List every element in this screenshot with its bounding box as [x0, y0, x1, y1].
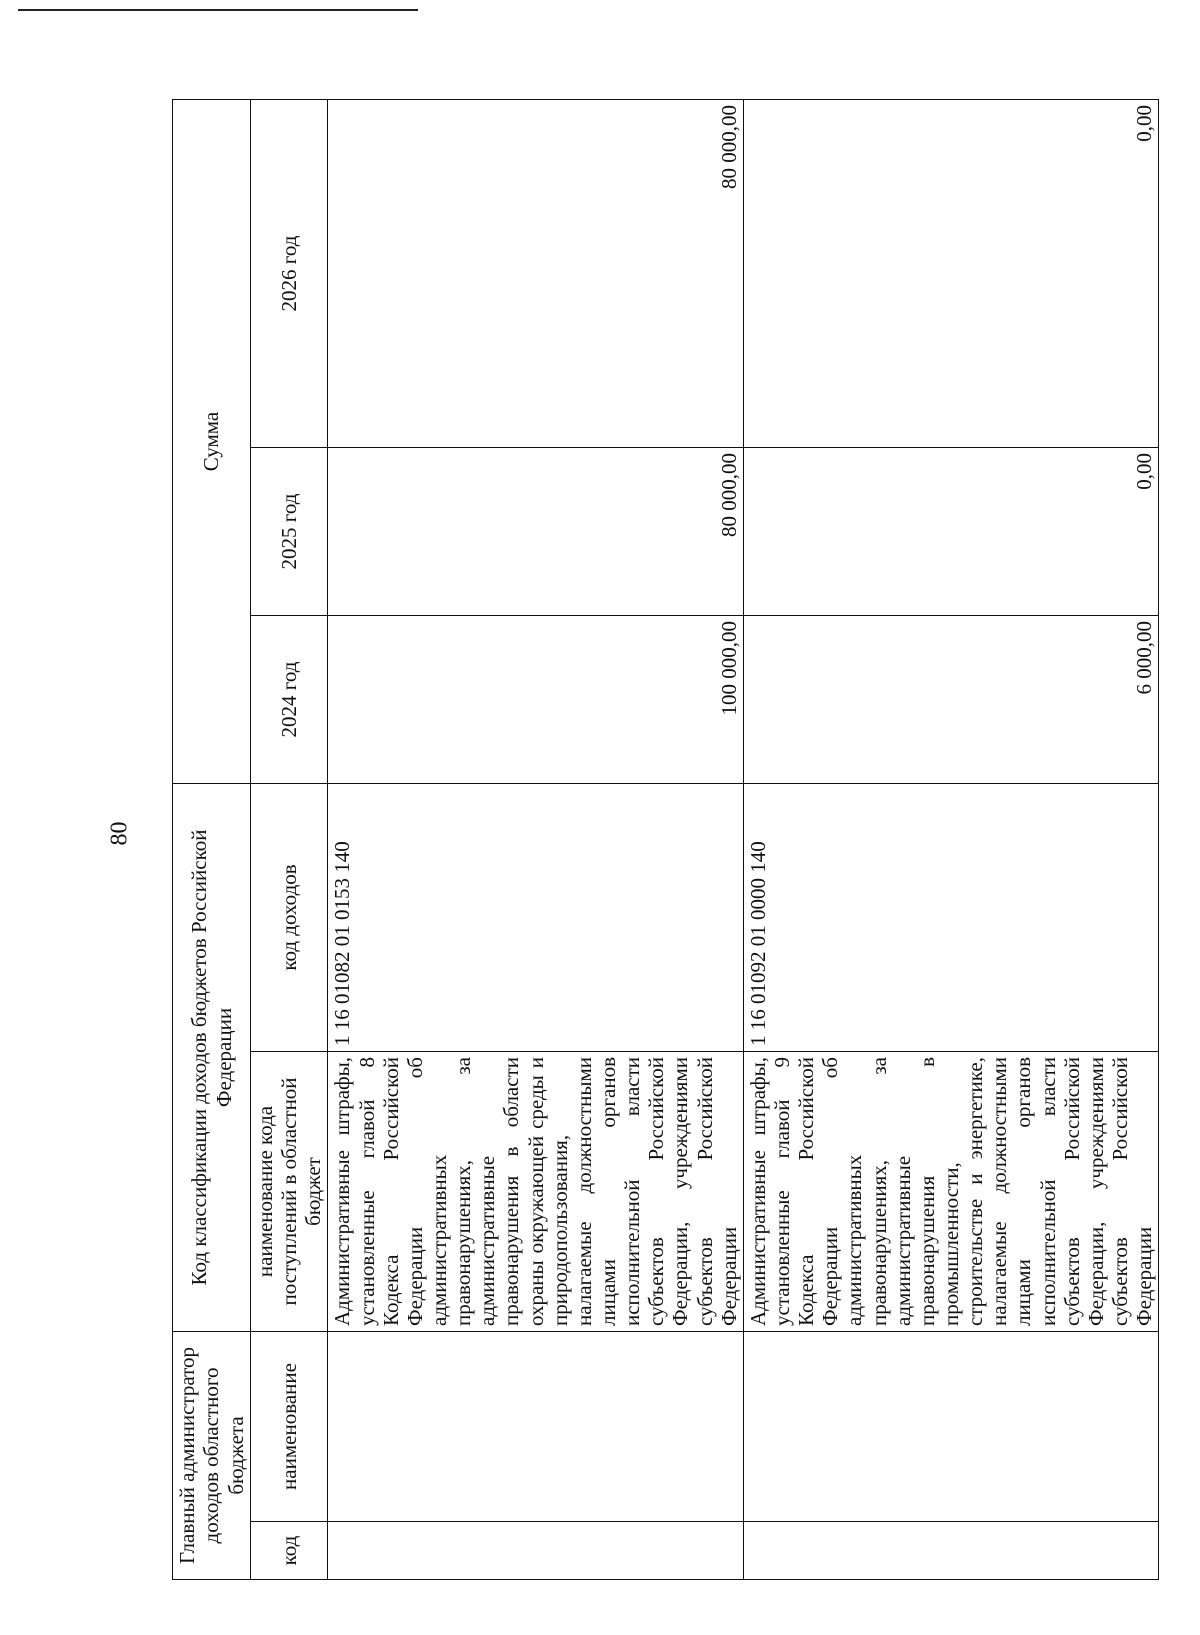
cell-income-code: 1 16 01092 01 0000 140 [743, 783, 1158, 1051]
cell-income-name: Административные штрафы, установленные главой 8 Кодекса Российской Федерации об административных правонарушениях, за административные правонарушения в области охраны окружающей среды и природопользования, налагаемые должностными лицами органов исполнительной власти субъектов Российской Федерации, учреждениями субъектов Российской Федерации [328, 1052, 743, 1332]
table-row [743, 99, 1158, 1579]
scan-artifact-line [18, 9, 418, 11]
header-sum-group: Сумма [173, 99, 251, 783]
header-classification-group: Код классификации доходов бюджетов Российской Федерации [173, 783, 251, 1331]
cell-sum-2024: 6 000,00 [743, 615, 1158, 783]
header-classification-name: наименование кода поступлений в областной бюджет [251, 1052, 328, 1332]
header-year-2026: 2026 год [251, 99, 328, 447]
header-admin-name: наименование [251, 1332, 328, 1522]
cell-sum-2024: 100 000,00 [328, 615, 743, 783]
header-year-2024: 2024 год [251, 615, 328, 783]
header-admin-group: Главный администратор доходов областного бюджета [173, 1332, 251, 1580]
rotated-table-page [172, 100, 1157, 1580]
header-year-2025: 2025 год [251, 447, 328, 615]
cell-admin-code [328, 1522, 743, 1580]
cell-sum-2026: 0,00 [743, 99, 1158, 447]
cell-sum-2025: 80 000,00 [328, 447, 743, 615]
header-classification-code: код доходов [251, 783, 328, 1051]
header-admin-code: код [251, 1522, 328, 1580]
revenue-table [172, 99, 1159, 1580]
cell-admin-name [328, 1332, 743, 1522]
cell-income-code: 1 16 01082 01 0153 140 [328, 783, 743, 1051]
cell-sum-2025: 0,00 [743, 447, 1158, 615]
cell-admin-code [743, 1522, 1158, 1580]
table-row [328, 99, 743, 1579]
cell-admin-name [743, 1332, 1158, 1522]
cell-income-name: Административные штрафы, установленные главой 9 Кодекса Российской Федерации об административных правонарушениях, за административные правонарушения в промышленности, строительстве и энергетике, налагаемые должностными лицами органов исполнительной власти субъектов Российской Федерации, учреждениями субъектов Российской Федерации [743, 1052, 1158, 1332]
cell-sum-2026: 80 000,00 [328, 99, 743, 447]
page-number: 80 [106, 821, 133, 846]
